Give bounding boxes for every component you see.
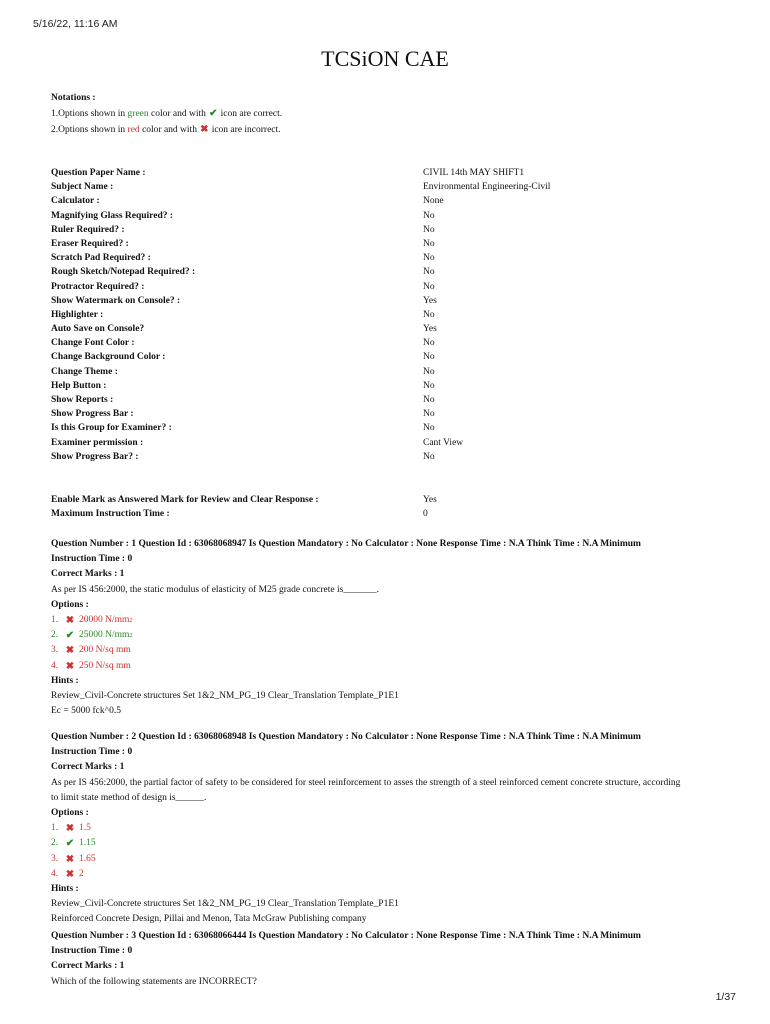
option-text: 1.5 bbox=[79, 823, 91, 834]
property-value: No bbox=[423, 409, 435, 420]
question-header: Question Number : 2 Question Id : 63068068948 Is Question Mandatory : No Calculator : None Response Time : N.A Think Time : N.A Minimum bbox=[51, 732, 641, 742]
property-label: Eraser Required? : bbox=[51, 238, 129, 249]
property-label: Magnifying Glass Required? : bbox=[51, 210, 174, 221]
option-number: 1. bbox=[51, 615, 59, 626]
property-value: No bbox=[423, 451, 435, 462]
property-label: Help Button : bbox=[51, 380, 107, 391]
page-number: 1/37 bbox=[715, 991, 736, 1003]
property-row bbox=[51, 322, 731, 336]
property-value: No bbox=[423, 423, 435, 434]
options-label: Options : bbox=[51, 808, 89, 819]
property-row bbox=[51, 365, 731, 379]
question-text: As per IS 456:2000, the partial factor of safety to be considered for steel reinforcement to asses the strength of a steel reinforced cement concrete structure, according bbox=[51, 777, 681, 788]
property-label: Change Background Color : bbox=[51, 352, 166, 363]
property-value: No bbox=[423, 224, 435, 235]
question-2 bbox=[51, 730, 731, 928]
instruction-time: Instruction Time : 0 bbox=[51, 747, 133, 758]
cross-icon: ✖ bbox=[65, 853, 75, 865]
option-item bbox=[51, 643, 731, 658]
property-row bbox=[51, 393, 731, 407]
property-label: Question Paper Name : bbox=[51, 168, 146, 178]
option-text: 250 N/sq mm bbox=[79, 660, 131, 671]
property-row bbox=[51, 308, 731, 322]
hint-line: Reinforced Concrete Design, Pillai and Menon, Tata McGraw Publishing company bbox=[51, 914, 367, 925]
question-text-cont: to limit state method of design is______. bbox=[51, 792, 207, 803]
hints-label: Hints : bbox=[51, 884, 79, 895]
property-row bbox=[51, 507, 731, 521]
paper-properties bbox=[51, 166, 731, 464]
option-number: 4. bbox=[51, 868, 59, 879]
instruction-time: Instruction Time : 0 bbox=[51, 946, 133, 957]
cross-icon: ✖ bbox=[65, 615, 75, 627]
property-row bbox=[51, 209, 731, 223]
property-row bbox=[51, 379, 731, 393]
option-item bbox=[51, 659, 731, 674]
property-row bbox=[51, 336, 731, 350]
property-value: No bbox=[423, 253, 435, 264]
option-item bbox=[51, 836, 731, 851]
notations-heading: Notations : bbox=[51, 93, 96, 103]
property-label: Subject Name : bbox=[51, 182, 114, 193]
property-label: Highlighter : bbox=[51, 309, 104, 320]
question-text: As per IS 456:2000, the static modulus of elasticity of M25 grade concrete is_______. bbox=[51, 584, 379, 595]
property-value: None bbox=[423, 196, 444, 207]
property-row bbox=[51, 237, 731, 251]
option-text: 2 bbox=[79, 868, 84, 879]
instruction-time: Instruction Time : 0 bbox=[51, 554, 133, 565]
option-text: 20000 N/mm bbox=[79, 615, 130, 626]
notations bbox=[51, 90, 282, 138]
property-row bbox=[51, 194, 731, 208]
property-value: Environmental Engineering-Civil bbox=[423, 182, 551, 193]
property-value: No bbox=[423, 210, 435, 221]
question-text: Which of the following statements are INCORRECT? bbox=[51, 976, 257, 987]
property-value: Yes bbox=[423, 324, 437, 335]
property-label: Examiner permission : bbox=[51, 437, 144, 448]
property-value: No bbox=[423, 395, 435, 405]
notation-text: color and with bbox=[139, 125, 200, 135]
option-number: 2. bbox=[51, 630, 59, 641]
property-row bbox=[51, 407, 731, 421]
option-item bbox=[51, 867, 731, 882]
property-value: Cant View bbox=[423, 437, 464, 448]
property-row bbox=[51, 180, 731, 194]
options-label: Options : bbox=[51, 599, 89, 610]
property-row bbox=[51, 251, 731, 265]
cross-icon: ✖ bbox=[65, 645, 75, 657]
option-text: 25000 N/mm bbox=[79, 630, 130, 641]
notation-text: 2.Options shown in bbox=[51, 125, 128, 135]
notation-text: icon are correct. bbox=[218, 109, 283, 119]
option-item bbox=[51, 852, 731, 867]
option-text: 1.15 bbox=[79, 838, 96, 849]
property-label: Show Reports : bbox=[51, 395, 114, 405]
option-text: 1.65 bbox=[79, 853, 96, 864]
correct-marks: Correct Marks : 1 bbox=[51, 569, 125, 580]
property-value: 0 bbox=[423, 509, 428, 520]
question-3 bbox=[51, 929, 731, 990]
property-row bbox=[51, 450, 731, 464]
option-number: 1. bbox=[51, 823, 59, 834]
page-title: TCSiON CAE bbox=[321, 46, 449, 71]
option-text: 200 N/sq mm bbox=[79, 645, 131, 656]
question-header: Question Number : 3 Question Id : 63068066444 Is Question Mandatory : No Calculator : None Response Time : N.A Think Time : N.A Minimum bbox=[51, 931, 641, 941]
property-label: Auto Save on Console? bbox=[51, 324, 145, 335]
notation-text: icon are incorrect. bbox=[209, 125, 281, 135]
check-icon: ✔ bbox=[65, 838, 75, 850]
property-row bbox=[51, 294, 731, 308]
property-value: No bbox=[423, 366, 435, 377]
property-label: Show Progress Bar? : bbox=[51, 451, 139, 462]
property-value: Yes bbox=[423, 495, 437, 505]
property-row bbox=[51, 280, 731, 294]
check-icon: ✔ bbox=[209, 108, 218, 119]
hints-label: Hints : bbox=[51, 675, 79, 686]
property-row bbox=[51, 166, 731, 180]
property-label: Show Progress Bar : bbox=[51, 409, 134, 420]
property-row bbox=[51, 223, 731, 237]
property-value: CIVIL 14th MAY SHIFT1 bbox=[423, 168, 525, 178]
hint-line: Review_Civil-Concrete structures Set 1&2_NM_PG_19 Clear_Translation Template_P1E1 bbox=[51, 899, 399, 910]
print-timestamp: 5/16/22, 11:16 AM bbox=[33, 18, 118, 30]
notation-text: 1.Options shown in bbox=[51, 109, 128, 119]
question-1 bbox=[51, 537, 731, 719]
option-item bbox=[51, 821, 731, 836]
hint-line: Review_Civil-Concrete structures Set 1&2_NM_PG_19 Clear_Translation Template_P1E1 bbox=[51, 691, 399, 702]
correct-marks: Correct Marks : 1 bbox=[51, 762, 125, 773]
property-value: No bbox=[423, 281, 435, 292]
notation-color-green: green bbox=[127, 109, 149, 119]
property-label: Maximum Instruction Time : bbox=[51, 509, 170, 520]
property-label: Calculator : bbox=[51, 196, 100, 207]
property-label: Rough Sketch/Notepad Required? : bbox=[51, 267, 196, 278]
notation-correct bbox=[51, 106, 282, 122]
option-number: 3. bbox=[51, 645, 59, 656]
extra-properties bbox=[51, 493, 731, 521]
check-icon: ✔ bbox=[65, 630, 75, 642]
property-row bbox=[51, 436, 731, 450]
property-label: Is this Group for Examiner? : bbox=[51, 423, 172, 434]
property-label: Change Font Color : bbox=[51, 338, 135, 349]
hint-line: Ec = 5000 fck^0.5 bbox=[51, 706, 121, 717]
property-value: No bbox=[423, 380, 435, 391]
notation-text: color and with bbox=[148, 109, 209, 119]
property-value: No bbox=[423, 238, 435, 249]
correct-marks: Correct Marks : 1 bbox=[51, 961, 125, 972]
notation-incorrect bbox=[51, 122, 282, 138]
property-label: Protractor Required? : bbox=[51, 281, 145, 292]
options-list bbox=[51, 613, 731, 674]
property-row bbox=[51, 265, 731, 279]
options-list bbox=[51, 821, 731, 882]
notation-color-red: red bbox=[127, 125, 140, 135]
property-row bbox=[51, 350, 731, 364]
property-label: Scratch Pad Required? : bbox=[51, 253, 151, 264]
option-item: 1. ✖ 20000 N/mm 2 bbox=[51, 613, 731, 628]
property-value: No bbox=[423, 309, 435, 320]
option-item: 2. ✔ 25000 N/mm 2 bbox=[51, 628, 731, 643]
option-number: 2. bbox=[51, 838, 59, 849]
cross-icon: ✖ bbox=[200, 124, 209, 135]
question-header: Question Number : 1 Question Id : 63068068947 Is Question Mandatory : No Calculator : None Response Time : N.A Think Time : N.A Minimum bbox=[51, 539, 641, 549]
property-value: No bbox=[423, 267, 435, 278]
property-row bbox=[51, 493, 731, 507]
property-value: No bbox=[423, 352, 435, 363]
option-number: 3. bbox=[51, 853, 59, 864]
property-label: Change Theme : bbox=[51, 366, 118, 377]
cross-icon: ✖ bbox=[65, 823, 75, 835]
property-value: No bbox=[423, 338, 435, 349]
property-row bbox=[51, 421, 731, 435]
property-value: Yes bbox=[423, 295, 437, 306]
cross-icon: ✖ bbox=[65, 868, 75, 880]
property-label: Ruler Required? : bbox=[51, 224, 125, 235]
cross-icon: ✖ bbox=[65, 660, 75, 672]
property-label: Enable Mark as Answered Mark for Review and Clear Response : bbox=[51, 495, 319, 505]
option-number: 4. bbox=[51, 660, 59, 671]
property-label: Show Watermark on Console? : bbox=[51, 295, 181, 306]
